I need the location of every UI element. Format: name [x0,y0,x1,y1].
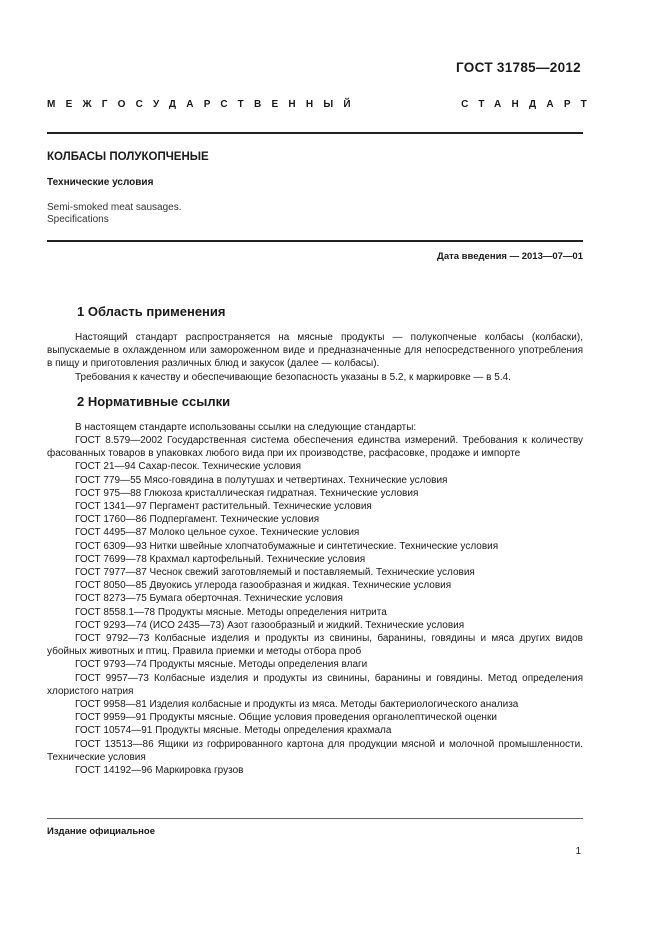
reference-item: ГОСТ 8558.1—78 Продукты мясные. Методы определения нитрита [75,606,387,618]
references-list [47,434,583,777]
scope-paragraph-2: Требования к качеству и обеспечивающие безопасность указаны в 5.2, к маркировке — в 5.4. [75,371,511,383]
document-title: КОЛБАСЫ ПОЛУКОПЧЕНЫЕ [47,151,209,163]
reference-item: ГОСТ 9959—91 Продукты мясные. Общие условия проведения органолептической оценки [75,712,497,724]
reference-item: ГОСТ 21—94 Сахар-песок. Технические условия [75,461,302,473]
page-number: 1 [575,846,581,857]
reference-item: ГОСТ 7699—78 Крахмал картофельный. Технические условия [75,553,366,565]
standard-label: СТАНДАРТ [461,99,597,110]
reference-item: ГОСТ 1341—97 Пергамент растительный. Технические условия [75,501,372,513]
reference-item: ГОСТ 9293—74 (ИСО 2435—73) Азот газообразный и жидкий. Технические условия [75,619,465,631]
interstate-standard-banner [47,99,597,113]
english-title-line-1: Semi-smoked meat sausages. [47,202,182,213]
reference-item: ГОСТ 8050—85 Двуокись углерода газообразная и жидкая. Технические условия [75,580,452,592]
official-edition-label: Издание официальное [47,826,155,837]
footer-divider [47,818,583,819]
section-normative-references [47,394,583,777]
header-divider [47,132,583,134]
reference-item: ГОСТ 8273—75 Бумага оберточная. Технические условия [75,593,343,605]
document-subtitle: Технические условия [47,177,154,188]
reference-item: ГОСТ 13513—86 Ящики из гофрированного картона для продукции мясной и молочной промышленности. Технические условия [47,738,583,763]
introduction-date: Дата введения — 2013—07—01 [437,251,583,262]
interstate-label: МЕЖГОСУДАРСТВЕННЫЙ [47,99,361,110]
references-intro: В настоящем стандарте использованы ссылки на следующие стандарты: [75,421,417,433]
reference-item: ГОСТ 779—55 Мясо-говядина в полутушах и четвертинах. Технические условия [75,474,448,486]
reference-item: ГОСТ 1760—86 Подпергамент. Технические условия [75,514,320,526]
reference-item: ГОСТ 9958—81 Изделия колбасные и продукты из мяса. Методы бактериологического анализа [75,699,519,711]
reference-item: ГОСТ 975—88 Глюкоза кристаллическая гидратная. Технические условия [75,487,419,499]
reference-item: ГОСТ 7977—87 Чеснок свежий заготовляемый и поставляемый. Технические условия [75,567,475,579]
title-divider [47,240,583,242]
scope-paragraph-1: Настоящий стандарт распространяется на мясные продукты — полукопченые колбасы (колбаски), выпускаемые в охлажденном или замороженном виде и предназначенные для непосредственного употребления в пищу и приготовления различных блюд и закусок (далее — колбасы). [47,332,583,370]
title-block [47,150,583,226]
reference-item: ГОСТ 9957—73 Колбасные изделия и продукты из свинины, баранины и говядины. Метод определения хлористого натрия [47,672,583,697]
english-title [47,202,583,226]
reference-item: ГОСТ 6309—93 Нитки швейные хлопчатобумажные и синтетические. Технические условия [75,540,499,552]
reference-item: ГОСТ 9792—73 Колбасные изделия и продукты из свинины, баранины, говядины и мяса других видов убойных животных и птиц. Правила приемки и методы отбора проб [47,633,583,658]
reference-item: ГОСТ 4495—87 Молоко цельное сухое. Технические условия [75,527,360,539]
document-body [47,304,583,777]
reference-item: ГОСТ 14192—96 Маркировка грузов [75,765,244,777]
english-title-line-2: Specifications [47,214,109,225]
document-code: ГОСТ 31785—2012 [456,60,581,75]
section-scope [47,304,583,384]
reference-item: ГОСТ 8.579—2002 Государственная система обеспечения единства измерений. Требования к количеству фасованных товаров в упаковках любого вида при их производстве, расфасовке, продаже и импорте [47,435,583,460]
reference-item: ГОСТ 9793—74 Продукты мясные. Методы определения влаги [75,659,368,671]
section-heading-scope: 1 Область применения [77,304,226,319]
section-heading-references: 2 Нормативные ссылки [77,393,231,409]
reference-item: ГОСТ 10574—91 Продукты мясные. Методы определения крахмала [75,725,392,737]
